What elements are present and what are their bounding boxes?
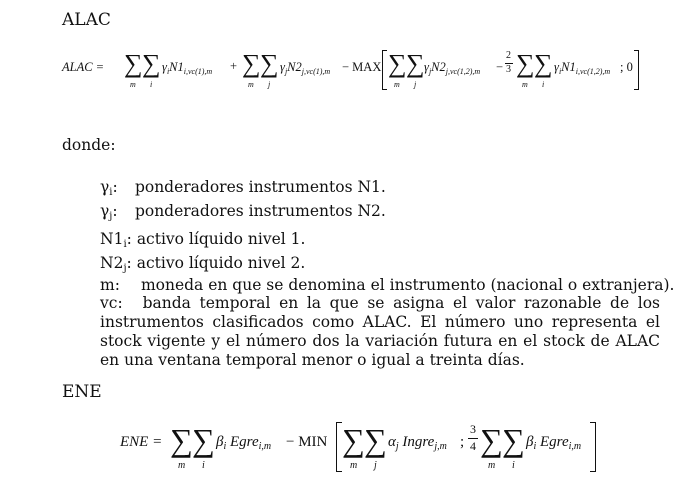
- sum-symbol: ∑: [480, 422, 503, 458]
- section-title-ene: ENE: [62, 382, 102, 402]
- definition-text: ponderadores instrumentos N1.: [134, 178, 386, 196]
- term-var: Ingre: [402, 434, 435, 450]
- sum-symbol: ∑: [364, 422, 387, 458]
- sum-index: m: [394, 80, 400, 89]
- left-bracket: [382, 50, 387, 90]
- term-coef: γ: [162, 60, 167, 74]
- formula-alac-lhs: ALAC =: [62, 60, 105, 74]
- separator: ;: [460, 434, 465, 450]
- definition-row: $\gamma_j$: ponderadores instrumentos N2.: [100, 202, 386, 222]
- definition-symbol: γ: [100, 178, 110, 196]
- term-var-sub: i,vc(1,2),m: [575, 67, 611, 76]
- term-var-sub: i,m: [258, 441, 272, 452]
- sum-index: i: [150, 80, 153, 89]
- term-var: N2: [431, 60, 446, 74]
- term-coef-sub: j: [428, 67, 432, 76]
- sum-symbol: ∑: [516, 49, 535, 78]
- sum-index: m: [488, 460, 496, 471]
- formula-ene: [120, 420, 600, 475]
- definition-row: [100, 276, 674, 294]
- sum-symbol: ∑: [242, 49, 261, 78]
- term-coef: α: [388, 434, 396, 450]
- term-var: N1: [561, 60, 576, 74]
- term-2: [388, 434, 447, 452]
- definition-text: ponderadores instrumentos N2.: [134, 202, 386, 220]
- sum-symbol: ∑: [388, 49, 407, 78]
- term-4: [554, 60, 610, 76]
- fraction-denominator: 3: [506, 64, 511, 75]
- term-var-sub: j,vc(1,2),m: [445, 67, 481, 76]
- definition-text: banda temporal en la que se asigna el valor razonable de los instrumentos clasificados como ALAC. El número uno representa el stock vigente y el número dos la variación futura en el stock de ALAC en una ventana temporal menor o igual a treinta días.: [100, 294, 660, 369]
- section-title-alac: ALAC: [62, 10, 111, 30]
- formula-ene-lhs: ENE =: [120, 434, 163, 450]
- definition-symbol-sub: j: [123, 263, 127, 274]
- sum-index: j: [268, 80, 271, 89]
- definition-symbol: vc:: [100, 294, 123, 312]
- minus-min-operator: − MIN: [286, 434, 328, 450]
- definition-vc: [100, 294, 660, 370]
- sum-symbol: ∑: [124, 49, 143, 78]
- sum-index: m: [522, 80, 528, 89]
- term-coef: β: [526, 434, 534, 450]
- definition-row: $\gamma_i$: ponderadores instrumentos N1.: [100, 178, 386, 198]
- sum-index: m: [248, 80, 254, 89]
- definition-text: activo líquido nivel 2.: [136, 254, 306, 272]
- term-var: N1: [169, 60, 184, 74]
- term-coef-sub: j: [395, 441, 399, 452]
- fraction-numerator: 2: [506, 50, 511, 61]
- definition-symbol-sub: j: [109, 211, 113, 222]
- term-1: [162, 60, 212, 76]
- definition-symbol: N1: [100, 230, 124, 248]
- term-var: Egre: [230, 434, 259, 450]
- donde-label: donde:: [62, 136, 116, 154]
- term-coef: γ: [424, 60, 429, 74]
- term-coef-sub: j: [284, 67, 288, 76]
- term-var-sub: i,vc(1),m: [183, 67, 213, 76]
- definition-symbol: m:: [100, 276, 120, 294]
- sum-symbol: ∑: [192, 422, 215, 458]
- term-coef-sub: i: [558, 67, 562, 76]
- sum-index: m: [178, 460, 186, 471]
- term-var: Egre: [540, 434, 569, 450]
- term-coef: γ: [280, 60, 285, 74]
- formula-alac: [62, 48, 642, 93]
- fraction-denominator: 4: [470, 439, 476, 453]
- sum-index: i: [512, 460, 515, 471]
- term-3: [526, 434, 581, 452]
- sum-index: i: [542, 80, 545, 89]
- right-bracket: [590, 422, 596, 472]
- sum-index: m: [130, 80, 136, 89]
- definition-symbol-sub: i: [123, 239, 127, 250]
- term-var-sub: j,vc(1),m: [301, 67, 331, 76]
- definition-symbol: N2: [100, 254, 124, 272]
- minus-operator: −: [496, 60, 504, 74]
- term-3: [424, 60, 480, 76]
- term-var: N2: [287, 60, 302, 74]
- term-2: [280, 60, 330, 76]
- sum-symbol: ∑: [342, 422, 365, 458]
- definition-text: moneda en que se denomina el instrumento (nacional o extranjera).: [140, 276, 675, 294]
- sum-index: j: [414, 80, 417, 89]
- term-coef: γ: [554, 60, 559, 74]
- definition-symbol-sub: i: [109, 187, 113, 198]
- term-coef-sub: i: [223, 441, 227, 452]
- definition-row: $N1_i$: activo líquido nivel 1.: [100, 230, 306, 250]
- term-coef-sub: i: [166, 67, 170, 76]
- term-var-sub: j,m: [434, 441, 447, 452]
- right-bracket: [634, 50, 639, 90]
- sum-symbol: ∑: [260, 49, 279, 78]
- term-1: [216, 434, 271, 452]
- sum-symbol: ∑: [142, 49, 161, 78]
- sum-symbol: ∑: [534, 49, 553, 78]
- sum-index: i: [202, 460, 205, 471]
- definition-symbol: γ: [100, 202, 110, 220]
- minus-max-operator: − MAX: [342, 60, 382, 74]
- sum-index: j: [374, 460, 377, 471]
- definition-row: $N2_j$: activo líquido nivel 2.: [100, 254, 306, 274]
- fraction-numerator: 3: [470, 422, 476, 436]
- sum-symbol: ∑: [502, 422, 525, 458]
- plus-operator: +: [230, 59, 238, 73]
- sum-symbol: ∑: [170, 422, 193, 458]
- term-var-sub: i,m: [568, 441, 582, 452]
- definition-text: activo líquido nivel 1.: [136, 230, 306, 248]
- sum-index: m: [350, 460, 358, 471]
- term-coef: β: [216, 434, 224, 450]
- formula-tail: ; 0: [620, 60, 633, 74]
- sum-symbol: ∑: [406, 49, 425, 78]
- term-coef-sub: i: [533, 441, 537, 452]
